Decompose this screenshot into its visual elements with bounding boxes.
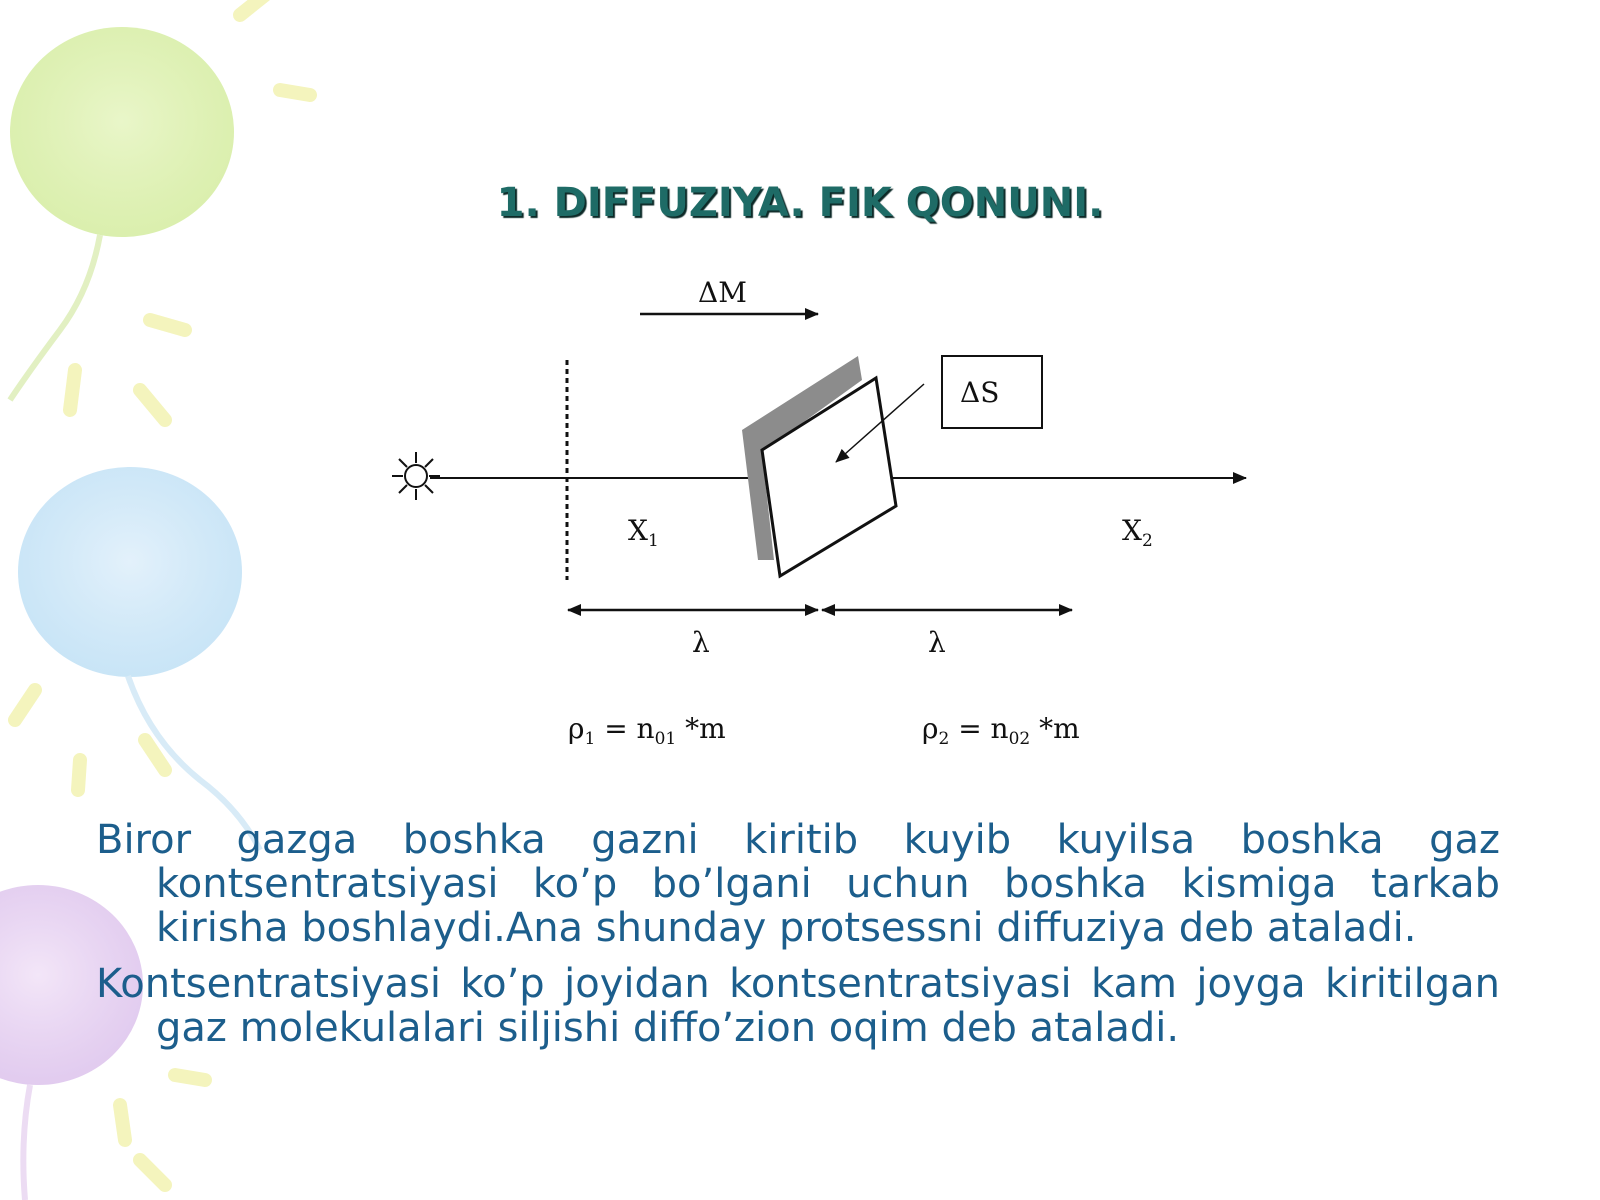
x2-label: X2 <box>1122 514 1153 551</box>
slide-body <box>96 818 1500 1062</box>
mass-flow-label: ΔM <box>698 276 747 309</box>
density-formula-2: ρ2 = n02 *m <box>922 712 1080 749</box>
slide-title: 1. DIFFUZIYA. FIK QONUNI. <box>496 180 1104 226</box>
lambda-left-label: λ <box>692 626 710 659</box>
area-label: ΔS <box>960 376 1000 409</box>
definition-paragraph-diffusion: Biror gazga boshka gazni kiritib kuyib kuyilsa boshka gaz kontsentratsiyasi ko’p bo’lgani uchun boshka kismiga tarkab kirisha boshlaydi.Ana shunday protsessni diffuziya deb ataladi. <box>96 817 1500 951</box>
source-star-icon <box>392 452 440 500</box>
lambda-right-label: λ <box>928 626 946 659</box>
x1-label: X1 <box>628 514 659 551</box>
density-formula-1: ρ1 = n01 *m <box>568 712 726 749</box>
definition-paragraph-diffusion-flow: Kontsentratsiyasi ko’p joyidan kontsentratsiyasi kam joyga kiritilgan gaz molekulalari siljishi diffo’zion oqim deb ataladi. <box>96 961 1500 1051</box>
